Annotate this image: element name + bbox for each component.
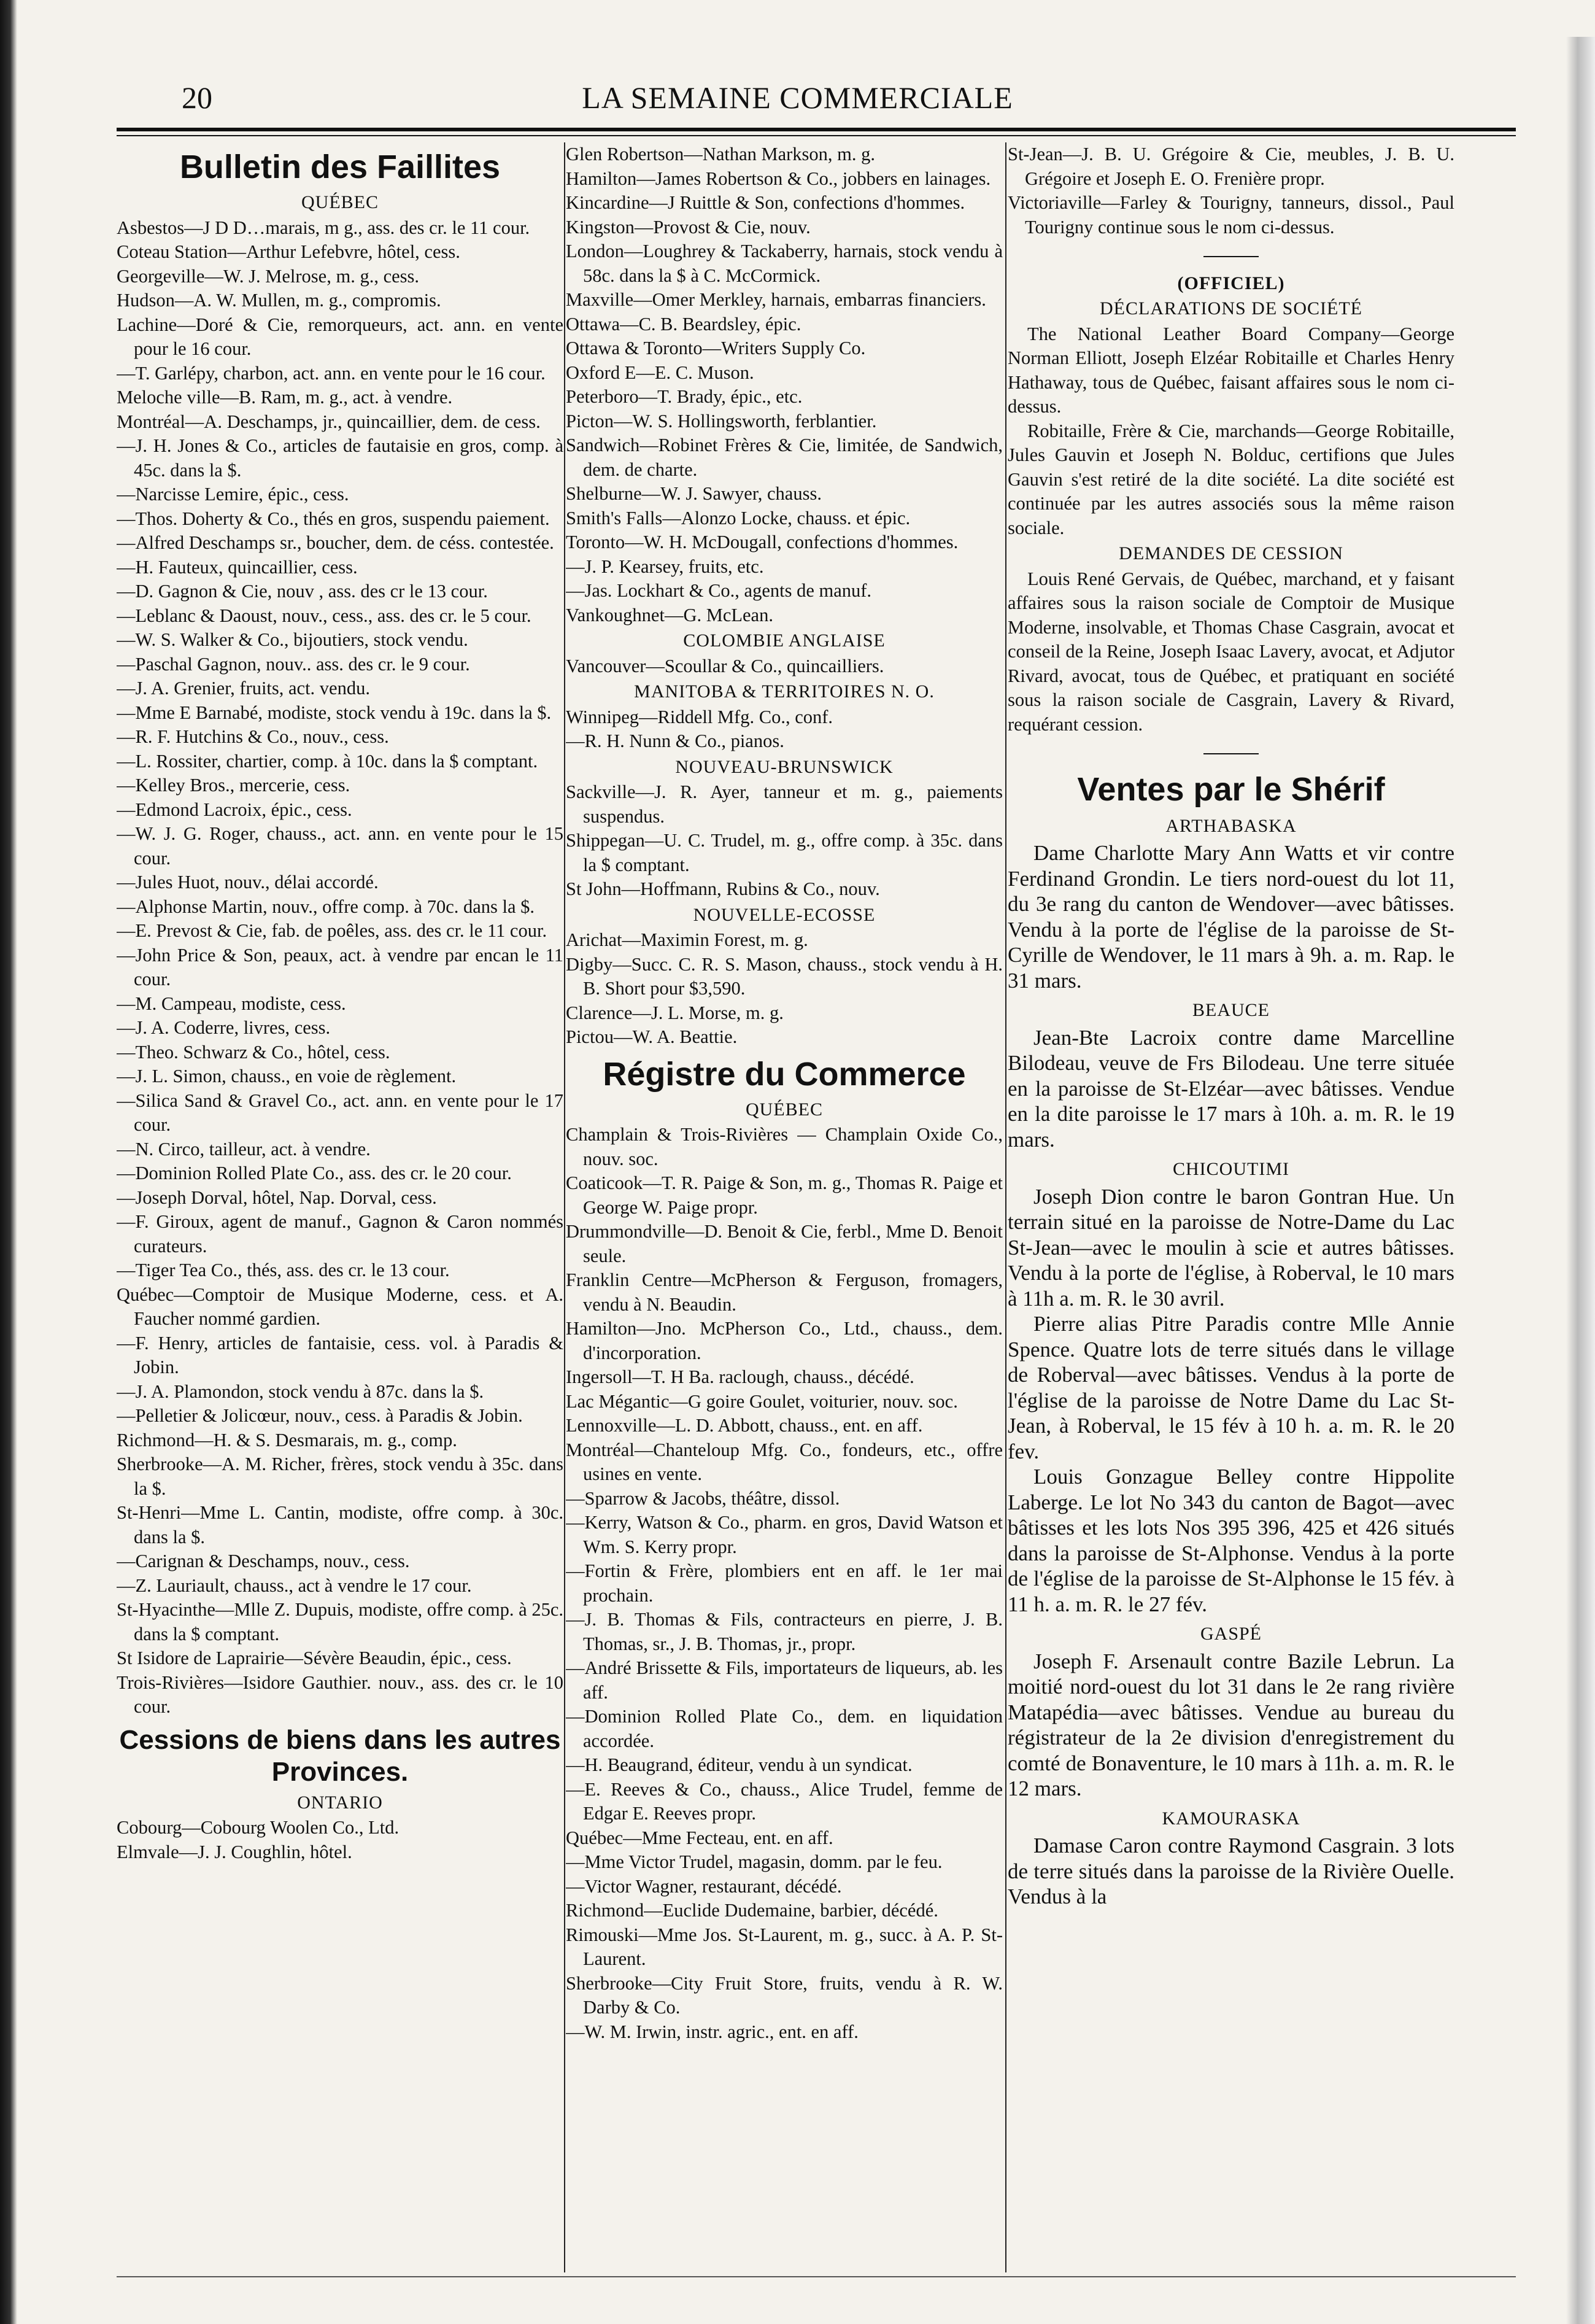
cession-entry: —J. P. Kearsey, fruits, etc.: [566, 556, 764, 577]
registre-entry: Québec—Mme Fecteau, ent. en aff.: [566, 1827, 833, 1848]
faillite-entry: Hudson—A. W. Mullen, m. g., compromis.: [117, 290, 441, 311]
sherif-sale-paragraph: Joseph Dion contre le baron Gontran Hue. Un terrain situé en la paroisse de Notre-Dame du Lac St-Jean—avec le moulin à scie et autres bâtisses. Vendu à la porte de l'église, à Roberval, le 10 mars à 11h a. m. R. le 30 avril.: [1008, 1184, 1454, 1311]
faillite-entry: —E. Prevost & Cie, fab. de poêles, ass. des cr. le 11 cour.: [117, 920, 547, 941]
faillite-entry: —H. Fauteux, quincaillier, cess.: [117, 556, 358, 578]
registre-entry: —Fortin & Frère, plombiers ent en aff. le 1er mai prochain.: [566, 1560, 1003, 1606]
registre-entry: St-Jean—J. B. U. Grégoire & Cie, meubles, J. B. U. Grégoire et Joseph E. O. Frenière propr.: [1008, 144, 1454, 189]
sherif-sale-paragraph: Damase Caron contre Raymond Casgrain. 3 lots de terre situés dans la paroisse de la Rivière Ouelle. Vendus à la: [1008, 1834, 1454, 1908]
faillite-entry: Trois-Rivières—Isidore Gauthier. nouv., ass. des cr. le 10 cour.: [117, 1671, 563, 1717]
cession-entry: Elmvale—J. J. Coughlin, hôtel.: [117, 1841, 352, 1862]
running-head: [0, 74, 1595, 123]
faillite-entry: —Alfred Deschamps sr., boucher, dem. de céss. contestée.: [117, 532, 554, 553]
faillite-entry: —Tiger Tea Co., thés, ass. des cr. le 13 cour.: [117, 1260, 450, 1280]
cession-entry: Winnipeg—Riddell Mfg. Co., conf.: [566, 706, 833, 727]
registre-list-cont: [1008, 142, 1454, 239]
sherif-sale-paragraph: Joseph F. Arsenault contre Bazile Lebrun. La moitié nord-ouest du lot 31 dans le 2e rang rivière Matapédia—avec bâtisses. Vendue au bureau du régistrateur de la 2e division d'enregistrement du comté de Bonaventure, le 10 mars à 11h. a. m. R. le 12 mars.: [1008, 1649, 1454, 1800]
cession-entry: Smith's Falls—Alonzo Locke, chauss. et épic.: [566, 507, 911, 529]
faillite-entry: —Kelley Bros., mercerie, cess.: [117, 775, 350, 796]
cession-entry: Vancouver—Scoullar & Co., quincailliers.: [566, 655, 884, 676]
faillite-entry: —L. Rossiter, chartier, comp. à 10c. dans la $ comptant.: [117, 750, 538, 772]
cession-entry: Ottawa—C. B. Beardsley, épic.: [566, 313, 801, 335]
paper-title: LA SEMAINE COMMERCIALE: [582, 80, 1013, 115]
registre-entry: Franklin Centre—McPherson & Ferguson, fromagers, vendu à N. Beaudin.: [566, 1269, 1003, 1315]
registre-entry: Victoriaville—Farley & Tourigny, tanneurs, dissol., Paul Tourigny continue sous le nom ci-dessus.: [1008, 192, 1454, 238]
faillite-entry: Montréal—A. Deschamps, jr., quincaillier, dem. de cess.: [117, 411, 541, 432]
column-3: [1008, 142, 1454, 2279]
faillite-entry: St-Henri—Mme L. Cantin, modiste, offre comp. à 30c. dans la $.: [117, 1502, 563, 1547]
faillite-entry: —Theo. Schwarz & Co., hôtel, cess.: [117, 1041, 390, 1063]
cession-entry: Sackville—J. R. Ayer, tanneur et m. g., paiements suspendus.: [566, 781, 1003, 827]
faillite-entry: Sherbrooke—A. M. Richer, frères, stock vendu à 35c. dans la $.: [117, 1454, 563, 1499]
cession-entry: Picton—W. S. Hollingsworth, ferblantier.: [566, 410, 877, 432]
cb-label: COLOMBIE ANGLAISE: [683, 630, 886, 651]
faillite-entry: —Edmond Lacroix, épic., cess.: [117, 799, 352, 820]
separator-dash: [1008, 243, 1454, 268]
faillite-entry: —Silica Sand & Gravel Co., act. ann. en vente pour le 17 cour.: [117, 1090, 563, 1135]
header-rule-thin: [117, 135, 1516, 136]
registre-entry: —Mme Victor Trudel, magasin, domm. par le feu.: [566, 1851, 943, 1872]
registre-entry: Lennoxville—L. D. Abbott, chauss., ent. en aff.: [566, 1415, 923, 1436]
declaration-paragraph: Robitaille, Frère & Cie, marchands—George Robitaille, Jules Gauvin et Joseph N. Bolduc, certifions que Jules Gauvin s'est retiré de la dite société. La dite société est continuée par les autres associés sous la même raison sociale.: [1008, 420, 1454, 538]
registre-entry: —André Brissette & Fils, importateurs de liqueurs, ab. les aff.: [566, 1657, 1003, 1703]
demandes-heading: DEMANDES DE CESSION: [1119, 543, 1343, 564]
registre-entry: —Kerry, Watson & Co., pharm. en gros, David Watson et Wm. S. Kerry propr.: [566, 1512, 1003, 1557]
faillite-entry: —Narcisse Lemire, épic., cess.: [117, 484, 349, 505]
registre-heading: Régistre du Commerce: [603, 1055, 966, 1093]
cession-entry: Kincardine—J Ruittle & Son, confections d'hommes.: [566, 192, 965, 213]
registre-entry: Hamilton—Jno. McPherson Co., Ltd., chauss., dem. d'incorporation.: [566, 1318, 1003, 1363]
faillite-entry: Asbestos—J D D…marais, m g., ass. des cr. le 11 cour.: [117, 217, 530, 238]
cessions-heading: Cessions de biens dans les autres Provinces.: [119, 1724, 561, 1787]
column-1: [117, 142, 563, 2279]
cession-entry: Shelburne—W. J. Sawyer, chauss.: [566, 483, 822, 504]
cession-entry: Oxford E—E. C. Muson.: [566, 362, 754, 383]
cession-entry: Cobourg—Cobourg Woolen Co., Ltd.: [117, 1817, 400, 1838]
cession-entry: Sandwich—Robinet Frères & Cie, limitée, de Sandwich, dem. de charte.: [566, 435, 1003, 480]
registre-entry: —W. M. Irwin, instr. agric., ent. en aff.: [566, 2021, 859, 2042]
faillite-entry: —Mme E Barnabé, modiste, stock vendu à 19c. dans la $.: [117, 702, 552, 723]
cession-entry: Digby—Succ. C. R. S. Mason, chauss., stock vendu à H. B. Short pour $3,590.: [566, 953, 1003, 999]
faillite-entry: —F. Henry, articles de fantaisie, cess. vol. à Paradis & Jobin.: [117, 1332, 563, 1377]
sherif-district: BEAUCE: [1192, 1000, 1270, 1020]
faillite-entry: —J. A. Plamondon, stock vendu à 87c. dans la $.: [117, 1381, 484, 1402]
registre-entry: Lac Mégantic—G goire Goulet, voiturier, nouv. soc.: [566, 1390, 958, 1412]
cession-entry: —R. H. Nunn & Co., pianos.: [566, 730, 784, 751]
scan-edge-left: [0, 0, 17, 2324]
registre-entry: —Victor Wagner, restaurant, décédé.: [566, 1875, 842, 1897]
faillite-entry: —Z. Lauriault, chauss., act à vendre le 17 cour.: [117, 1575, 472, 1596]
separator-dash-2: [1008, 740, 1454, 765]
page-number: 20: [182, 80, 212, 115]
bottom-rule: [117, 2276, 1516, 2277]
column-2: [566, 142, 1003, 2279]
ventes-heading: Ventes par le Shérif: [1077, 770, 1385, 808]
ontario-list: [117, 1816, 563, 1864]
faillite-entry: —J. L. Simon, chauss., en voie de règlement.: [117, 1066, 457, 1086]
faillite-entry: Lachine—Doré & Cie, remorqueurs, act. ann. en vente pour le 16 cour.: [117, 314, 563, 359]
registre-entry: —E. Reeves & Co., chauss., Alice Trudel, femme de Edgar E. Reeves propr.: [566, 1778, 1003, 1824]
declaration-paragraph: The National Leather Board Company—George Norman Elliott, Joseph Elzéar Robitaille et Charles Henry Hathaway, tous de Québec, faisant affaires sous le nom ci-dessus.: [1008, 323, 1454, 417]
sherif-sale-paragraph: Pierre alias Pitre Paradis contre Mlle Annie Spence. Quatre lots de terre situés dans le village de Roberval—avec bâtisses. Vendus à la porte de l'église de la paroisse de Notre Dame du Lac St-Jean, à Roberval, le 15 fév à 10 h. a. m. R. le 20 fev.: [1008, 1312, 1454, 1463]
cession-entry: St John—Hoffmann, Rubins & Co., nouv.: [566, 878, 880, 899]
faillite-entry: —F. Giroux, agent de manuf., Gagnon & Caron nommés curateurs.: [117, 1211, 563, 1257]
faillite-entry: Québec—Comptoir de Musique Moderne, cess. et A. Faucher nommé gardien.: [117, 1284, 563, 1329]
registre-province: QUÉBEC: [746, 1099, 823, 1120]
sherif-district: CHICOUTIMI: [1173, 1159, 1289, 1179]
cession-entry: Shippegan—U. C. Trudel, m. g., offre comp. à 35c. dans la $ comptant.: [566, 830, 1003, 875]
cb-list: [566, 654, 1003, 679]
faillite-entry: —J. A. Grenier, fruits, act. vendu.: [117, 678, 370, 699]
cession-entry: Arichat—Maximin Forest, m. g.: [566, 929, 808, 950]
cession-entry: Toronto—W. H. McDougall, confections d'hommes.: [566, 532, 959, 552]
sherif-sale-paragraph: Jean-Bte Lacroix contre dame Marcelline Bilodeau, veuve de Frs Bilodeau. Une terre située en la paroisse de St-Elzéar—avec bâtisses. Vendue en la dite paroisse le 17 mars à 10h. a. m. R. le 19 mars.: [1008, 1025, 1454, 1152]
sherif-district: KAMOURASKA: [1162, 1808, 1300, 1829]
faillite-entry: —R. F. Hutchins & Co., nouv., cess.: [117, 726, 389, 747]
cession-entry: Clarence—J. L. Morse, m. g.: [566, 1002, 784, 1023]
registre-entry: Sherbrooke—City Fruit Store, fruits, vendu à R. W. Darby & Co.: [566, 1972, 1003, 2018]
faillite-entry: —Leblanc & Daoust, nouv., cess., ass. des cr. le 5 cour.: [117, 605, 531, 626]
nb-label: NOUVEAU-BRUNSWICK: [675, 756, 894, 777]
ventes-list: [1008, 814, 1454, 1910]
header-rule: [117, 128, 1516, 131]
registre-entry: —J. B. Thomas & Fils, contracteurs en pierre, J. B. Thomas, sr., J. B. Thomas, jr., propr.: [566, 1609, 1003, 1654]
registre-list: [566, 1123, 1003, 2044]
registre-entry: —Sparrow & Jacobs, théâtre, dissol.: [566, 1487, 840, 1509]
registre-entry: Coaticook—T. R. Paige & Son, m. g., Thomas R. Paige et George W. Paige propr.: [566, 1172, 1003, 1218]
faillite-entry: —W. J. G. Roger, chauss., act. ann. en vente pour le 15 cour.: [117, 823, 563, 869]
ontario-list-cont: [566, 142, 1003, 627]
faillite-entry: —Joseph Dorval, hôtel, Nap. Dorval, cess.: [117, 1187, 437, 1208]
faillite-entry: —N. Circo, tailleur, act. à vendre.: [117, 1138, 371, 1160]
faillite-entry: —J. H. Jones & Co., articles de fautaisie en gros, comp. à 45c. dans la $.: [117, 435, 563, 481]
registre-entry: —H. Beaugrand, éditeur, vendu à un syndicat.: [566, 1754, 913, 1775]
manitoba-label: MANITOBA & TERRITOIRES N. O.: [634, 681, 935, 702]
faillite-entry: St-Hyacinthe—Mlle Z. Dupuis, modiste, offre comp. à 25c. dans la $ comptant.: [117, 1599, 563, 1644]
cession-entry: Glen Robertson—Nathan Markson, m. g.: [566, 144, 876, 165]
faillite-entry: —Pelletier & Jolicœur, nouv., cess. à Paradis & Jobin.: [117, 1405, 523, 1426]
province-label: QUÉBEC: [301, 192, 379, 212]
nb-list: [566, 780, 1003, 902]
sherif-sale-paragraph: Louis Gonzague Belley contre Hippolite Laberge. Le lot No 343 du canton de Bagot—avec bâtisses et les lots Nos 395 396, 425 et 426 situés dans la paroisse de St-Alphonse. Vendus à la porte de l'église de la paroisse de St-Alphonse le 15 fév. à 11 h. a. m. R. le 27 fév.: [1008, 1465, 1454, 1616]
sherif-sale-paragraph: Dame Charlotte Mary Ann Watts et vir contre Ferdinand Grondin. Le tiers nord-ouest du lot 11, du 3e rang du canton de Wendover—avec bâtisses. Vendu à la porte de l'église de la paroisse de St-Cyrille de Wendover, le 11 mars à 9h. a. m. Rap. le 31 mars.: [1008, 841, 1454, 993]
cession-entry: —Jas. Lockhart & Co., agents de manuf.: [566, 580, 872, 601]
demande-paragraph: Louis René Gervais, de Québec, marchand, et y faisant affaires sous la raison sociale de Comptoir de Musique Moderne, insolvable, et Thomas Chase Casgrain, avocat et conseil de la Reine, Joseph Isaac Lavery, avocat, et Adjutor Rivard, avocat, tous de Québec, et pratiquant en société sous la raison sociale de Casgrain, Lavery & Rivard, requérant cession.: [1008, 568, 1454, 735]
cession-entry: London—Loughrey & Tackaberry, harnais, stock vendu à 58c. dans la $ à C. McCormick.: [566, 241, 1003, 286]
faillite-entry: —Carignan & Deschamps, nouv., cess.: [117, 1551, 410, 1571]
faillite-entry: —T. Garlépy, charbon, act. ann. en vente pour le 16 cour.: [117, 362, 546, 384]
registre-entry: Rimouski—Mme Jos. St-Laurent, m. g., succ. à A. P. St-Laurent.: [566, 1924, 1003, 1969]
faillite-entry: —Paschal Gagnon, nouv.. ass. des cr. le 9 cour.: [117, 653, 470, 675]
faillite-entry: St Isidore de Laprairie—Sévère Beaudin, épic., cess.: [117, 1648, 512, 1668]
declarations-heading: DÉCLARATIONS DE SOCIÉTÉ: [1100, 298, 1362, 319]
cession-entry: Hamilton—James Robertson & Co., jobbers en lainages.: [566, 168, 991, 189]
demandes-list: [1008, 567, 1454, 737]
faillite-entry: —Thos. Doherty & Co., thés en gros, suspendu paiement.: [117, 508, 550, 529]
cession-entry: Kingston—Provost & Cie, nouv.: [566, 216, 811, 238]
cession-entry: Maxville—Omer Merkley, harnais, embarras financiers.: [566, 289, 986, 310]
bulletin-heading: Bulletin des Faillites: [179, 149, 501, 185]
ne-label: NOUVELLE-ECOSSE: [693, 904, 876, 925]
faillite-entry: —M. Campeau, modiste, cess.: [117, 993, 346, 1014]
cession-entry: Pictou—W. A. Beattie.: [566, 1026, 738, 1047]
registre-entry: Drummondville—D. Benoit & Cie, ferbl., Mme D. Benoit seule.: [566, 1221, 1003, 1266]
faillite-entry: —Alphonse Martin, nouv., offre comp. à 70c. dans la $.: [117, 896, 535, 917]
faillite-entry: Coteau Station—Arthur Lefebvre, hôtel, cess.: [117, 241, 460, 262]
scan-edge-right: [1566, 37, 1595, 2324]
officiel-label: (OFFICIEL): [1177, 273, 1285, 293]
cession-entry: Ottawa & Toronto—Writers Supply Co.: [566, 338, 866, 358]
faillite-entry: —J. A. Coderre, livres, cess.: [117, 1017, 331, 1038]
faillite-entry: —Dominion Rolled Plate Co., ass. des cr. le 20 cour.: [117, 1163, 512, 1183]
faillite-entry: Georgeville—W. J. Melrose, m. g., cess.: [117, 265, 420, 287]
faillite-entry: Meloche ville—B. Ram, m. g., act. à vendre.: [117, 387, 453, 408]
sherif-district: GASPÉ: [1200, 1624, 1262, 1644]
registre-entry: Champlain & Trois-Rivières — Champlain Oxide Co., nouv. soc.: [566, 1124, 1003, 1169]
registre-entry: Montréal—Chanteloup Mfg. Co., fondeurs, etc., offre usines en vente.: [566, 1439, 1003, 1484]
faillite-entry: —D. Gagnon & Cie, nouv , ass. des cr le 13 cour.: [117, 581, 488, 602]
ontario-label: ONTARIO: [297, 1792, 383, 1813]
cession-entry: Vankoughnet—G. McLean.: [566, 604, 773, 626]
declarations-list: [1008, 322, 1454, 541]
registre-entry: —Dominion Rolled Plate Co., dem. en liquidation accordée.: [566, 1706, 1003, 1751]
registre-entry: Richmond—Euclide Dudemaine, barbier, décédé.: [566, 1900, 938, 1921]
ne-list: [566, 928, 1003, 1050]
registre-entry: Ingersoll—T. H Ba. raclough, chauss., décédé.: [566, 1366, 914, 1387]
faillite-entry: Richmond—H. & S. Desmarais, m. g., comp.: [117, 1429, 457, 1451]
faillite-entry: —W. S. Walker & Co., bijoutiers, stock vendu.: [117, 629, 468, 650]
sherif-district: ARTHABASKA: [1165, 815, 1297, 836]
faillite-entry: —John Price & Son, peaux, act. à vendre par encan le 11 cour.: [117, 944, 563, 990]
cession-entry: Peterboro—T. Brady, épic., etc.: [566, 386, 803, 407]
faillites-list: [117, 216, 563, 1719]
column-rule-2: [1005, 142, 1006, 2272]
column-rule-1: [564, 142, 565, 2272]
manitoba-list: [566, 705, 1003, 754]
faillite-entry: —Jules Huot, nouv., délai accordé.: [117, 872, 379, 893]
